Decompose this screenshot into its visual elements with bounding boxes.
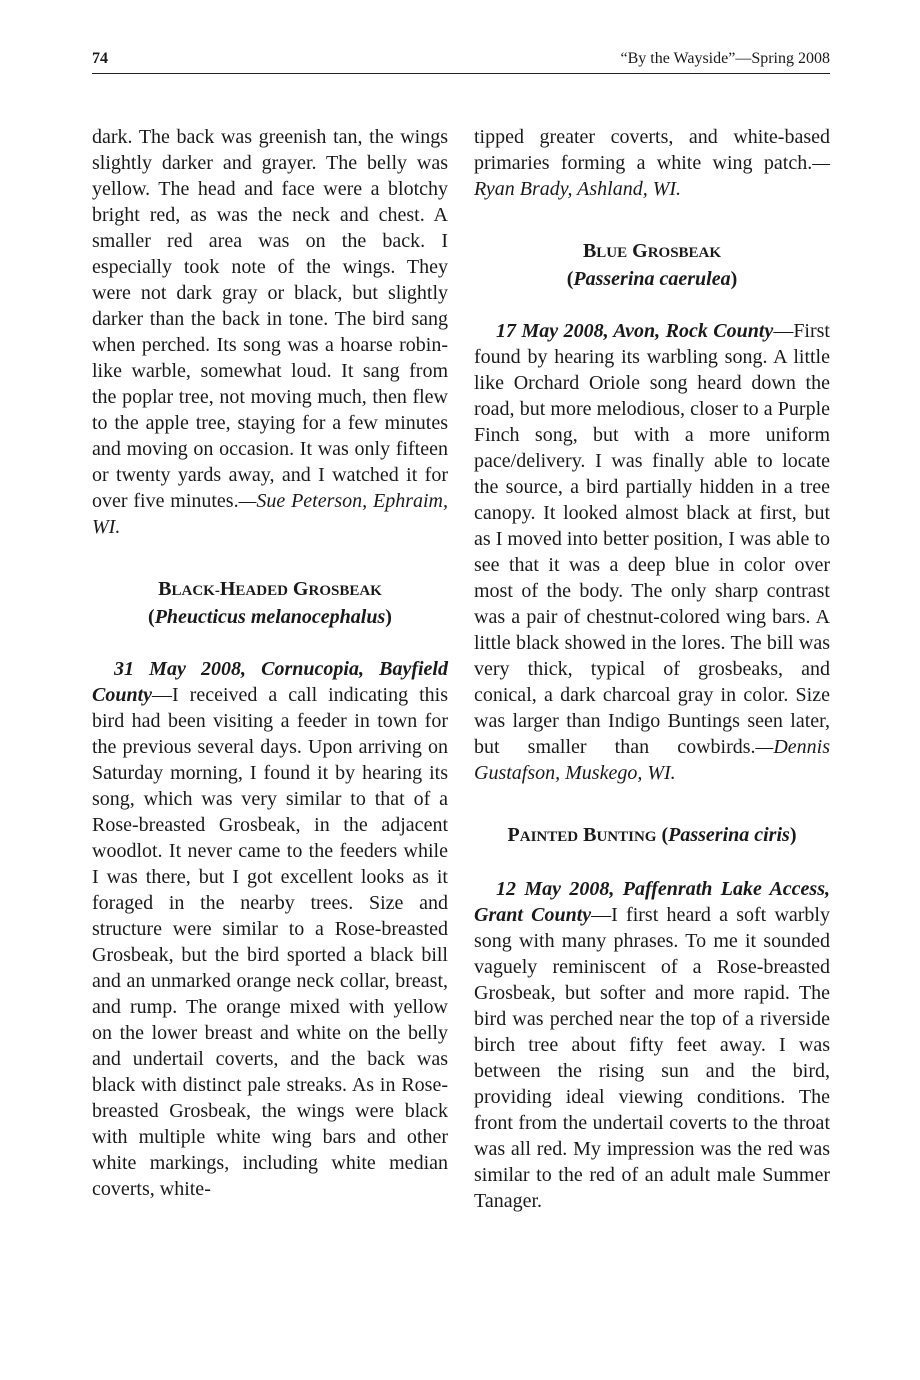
- date-location: 17 May 2008, Avon, Rock County: [496, 320, 774, 342]
- species-account-text: —First found by hearing its warbling song. A little like Orchard Oriole song heard down the road, but more melodious, closer to a Purple Finch song, but with a more uniform pace/delivery. I was finally able to locate the source, a bird partially hidden in a tree canopy. It looked almost black at first, but as I moved into better position, I was able to see that it was a deep blue in color over most of the body. The only sharp contrast was a pair of chestnut-colored wing bars. A little black showed in the lores. The bill was very thick, typical of grosbeaks, and conical, a dark charcoal gray in color. Size was larger than Indigo Buntings seen later, but smaller than cowbirds.: [474, 320, 830, 758]
- scientific-name: Pheucticus melanocephalus: [154, 606, 386, 628]
- continued-account: [474, 124, 830, 202]
- section-spacer: [92, 540, 448, 576]
- species-heading-black-headed-grosbeak: BLACK-HEADED GROSBEAK: [158, 578, 382, 600]
- continued-account-text: tipped greater coverts, and white-based primaries forming a white wing patch.: [474, 126, 830, 174]
- species-account: [474, 876, 830, 1214]
- species-account: [474, 318, 830, 786]
- right-column: [474, 124, 830, 1214]
- species-account-text: —I received a call indicating this bird had been visiting a feeder in town for the previous several days. Upon arriving on Saturday morning, I found it by hearing its song, which was very similar to that of a Rose-breasted Grosbeak, in the adjacent woodlot. It never came to the feeders while I was there, but I got excellent looks as it foraged in the nearby trees. Size and structure were similar to a Rose-breasted Grosbeak, but the bird sported a black bill and an unmarked orange neck collar, breast, and rump. The orange mixed with yellow on the lower breast and white on the belly and undertail coverts, and the back was black with distinct pale streaks. As in Rose-breasted Grosbeak, the wings were black with multiple white wing bars and other white markings, including white median coverts, white-: [92, 684, 448, 1200]
- section-spacer: [474, 202, 830, 238]
- section-spacer: [474, 786, 830, 822]
- date-location: 12 May 2008, Paffenrath Lake Access, Grant County: [474, 878, 830, 926]
- observer-credit: —Ryan Brady, Ashland, WI.: [474, 152, 830, 200]
- species-account-text: —I first heard a soft warbly song with many phrases. To me it sounded vaguely reminiscent of a Rose-breasted Grosbeak, but softer and more rapid. The bird was perched near the top of a riverside birch tree about fifty feet away. I was between the rising sun and the bird, providing ideal viewing conditions. The front from the undertail coverts to the throat was all red. My impression was the red was similar to the red of an adult male Summer Tanager.: [474, 904, 830, 1212]
- date-location: 31 May 2008, Cornucopia, Bayfield County: [92, 658, 448, 706]
- species-heading-blue-grosbeak: BLUE GROSBEAK: [582, 240, 722, 262]
- section-spacer: [92, 630, 448, 656]
- observer-credit: —Dennis Gustafson, Muskego, WI.: [474, 736, 830, 784]
- species-account: [92, 656, 448, 1202]
- species-heading-painted-bunting: PAINTED BUNTING (Passerina ciris): [507, 824, 797, 846]
- scientific-name: Passerina ciris: [668, 824, 790, 846]
- section-spacer: [474, 850, 830, 876]
- page-header: [92, 50, 830, 72]
- observer-credit: —Sue Peterson, Ephraim, WI.: [92, 490, 448, 538]
- section-spacer: [474, 292, 830, 318]
- header-rule: [92, 73, 830, 74]
- page-number: 74: [92, 50, 108, 67]
- scientific-name-line: (Passerina caerulea): [566, 268, 738, 290]
- left-column: [92, 124, 448, 1202]
- running-head: “By the Wayside”—Spring 2008: [620, 50, 830, 67]
- continued-account-text: dark. The back was greenish tan, the wings slightly darker and grayer. The belly was yellow. The head and face were a blotchy bright red, as was the neck and chest. A smaller red area was on the back. I especially took note of the wings. They were not dark gray or black, but slightly darker than the back in tone. The bird sang when perched. Its song was a hoarse robin-like warble, somewhat loud. It sang from the poplar tree, not moving much, then flew to the apple tree, staying for a few minutes and moving on occasion. It was only fifteen or twenty yards away, and I watched it for over five minutes.: [92, 126, 448, 512]
- scientific-name-line: (Pheucticus melanocephalus): [148, 606, 392, 628]
- scientific-name: Passerina caerulea: [573, 268, 731, 290]
- continued-account: [92, 124, 448, 540]
